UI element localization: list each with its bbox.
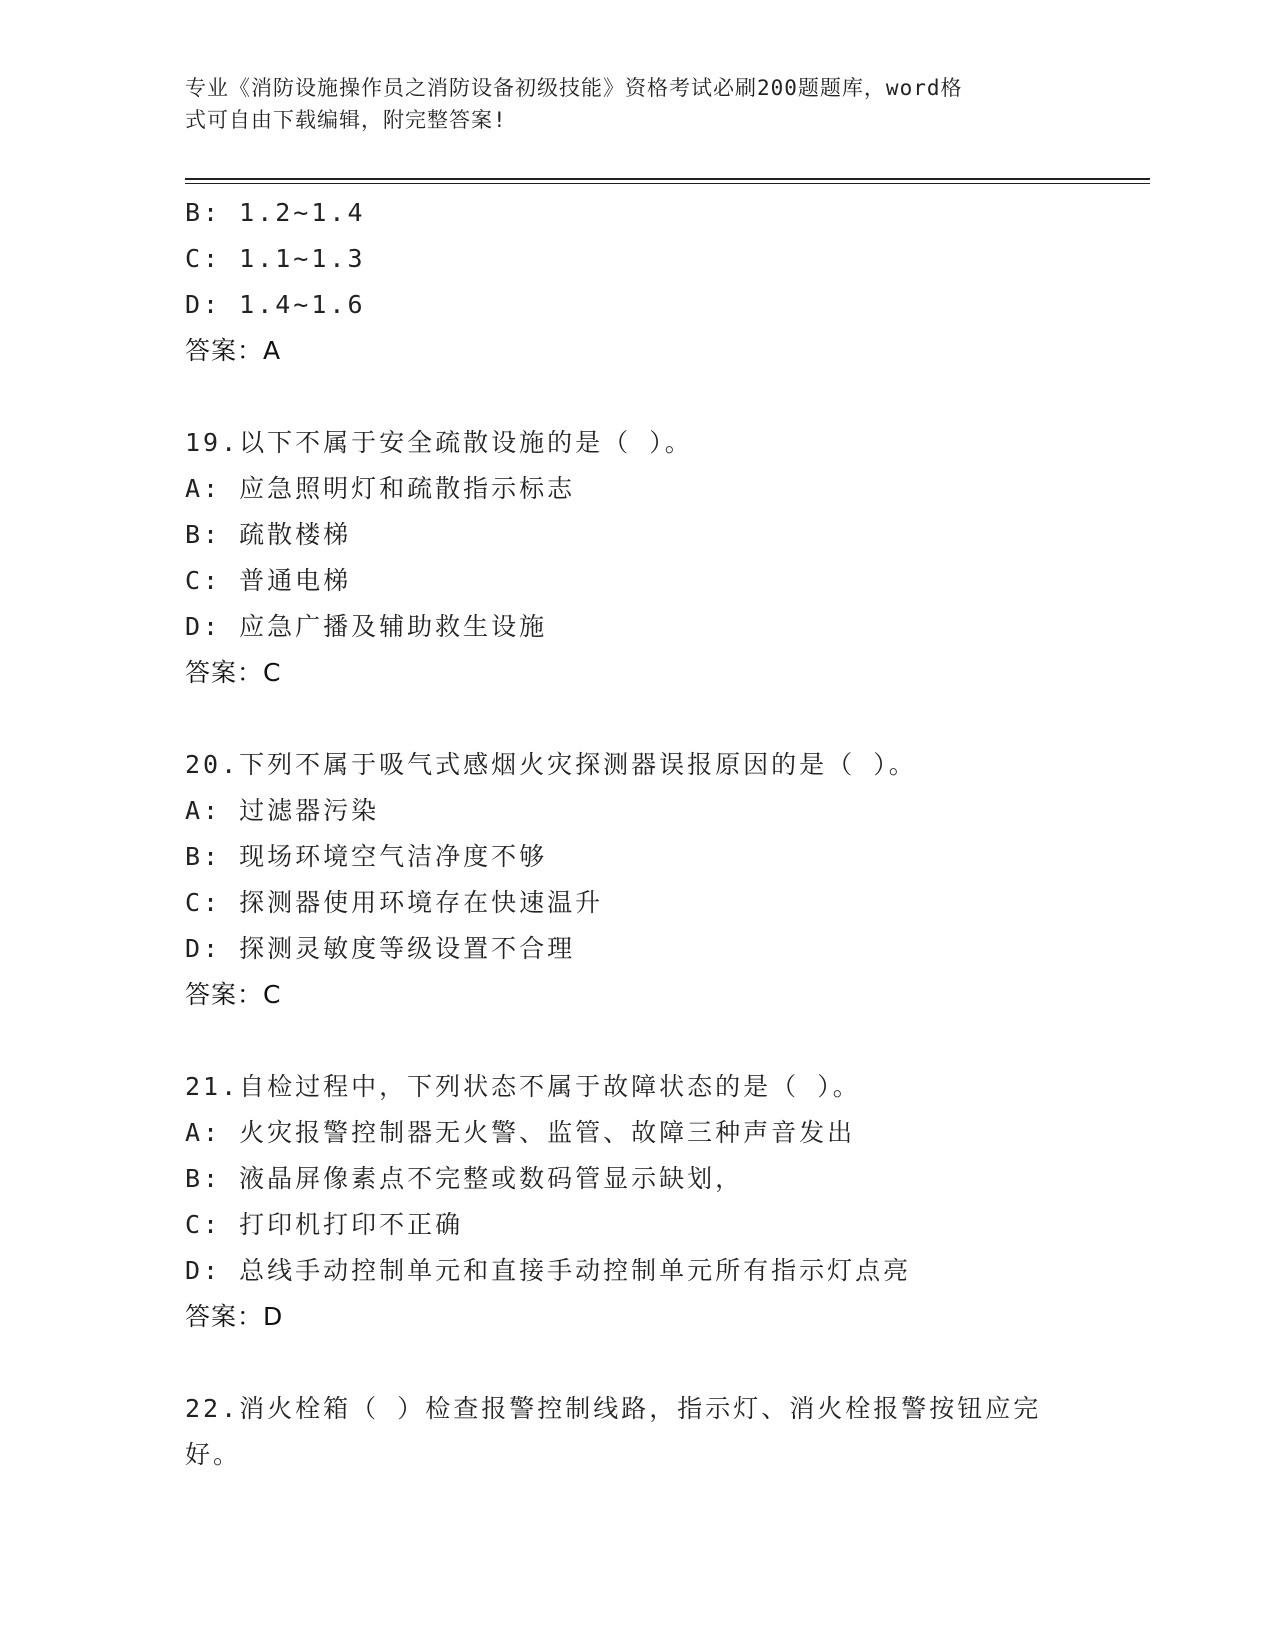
question-20: [185, 742, 1085, 1018]
header-title-line-1: 专业《消防设施操作员之消防设备初级技能》资格考试必刷200题题库，word格: [185, 76, 963, 100]
question-19: [185, 420, 1085, 696]
question-18-tail: [185, 190, 1085, 374]
question-list: [185, 190, 1085, 1478]
spacer: [185, 696, 1085, 742]
option-d: D: 1.4~1.6: [185, 290, 366, 319]
answer: 答案：C: [185, 980, 282, 1009]
question-text: 19.以下不属于安全疏散设施的是（ ）。: [185, 428, 693, 457]
page-header: [185, 72, 1065, 136]
option-a: A: 火灾报警控制器无火警、监管、故障三种声音发出: [185, 1118, 856, 1147]
option-b: B: 疏散楼梯: [185, 520, 352, 549]
option-c: C: 探测器使用环境存在快速温升: [185, 888, 604, 917]
header-divider-thin: [185, 183, 1150, 184]
question-text: 21.自检过程中，下列状态不属于故障状态的是（ ）。: [185, 1072, 861, 1101]
spacer: [185, 1018, 1085, 1064]
question-text: 20.下列不属于吸气式感烟火灾探测器误报原因的是（ ）。: [185, 750, 917, 779]
header-title-line-2: 式可自由下载编辑，附完整答案!: [185, 108, 507, 132]
spacer: [185, 1340, 1085, 1386]
spacer: [185, 374, 1085, 420]
option-c: C: 1.1~1.3: [185, 244, 366, 273]
option-b: B: 1.2~1.4: [185, 198, 366, 227]
question-21: [185, 1064, 1085, 1340]
option-d: D: 总线手动控制单元和直接手动控制单元所有指示灯点亮: [185, 1256, 912, 1285]
option-c: C: 打印机打印不正确: [185, 1210, 464, 1239]
option-d: D: 探测灵敏度等级设置不合理: [185, 934, 576, 963]
answer: 答案：A: [185, 336, 282, 365]
option-d: D: 应急广播及辅助救生设施: [185, 612, 548, 641]
option-a: A: 应急照明灯和疏散指示标志: [185, 474, 576, 503]
question-22: [185, 1386, 1085, 1478]
option-b: B: 液晶屏像素点不完整或数码管显示缺划，: [185, 1164, 744, 1193]
option-a: A: 过滤器污染: [185, 796, 380, 825]
header-divider-thick: [185, 178, 1150, 180]
answer: 答案：C: [185, 658, 282, 687]
question-text-line-1: 22.消火栓箱（ ）检查报警控制线路，指示灯、消火栓报警按钮应完: [185, 1394, 1042, 1423]
question-text-line-2: 好。: [185, 1440, 242, 1469]
answer: 答案：D: [185, 1302, 284, 1331]
option-b: B: 现场环境空气洁净度不够: [185, 842, 548, 871]
option-c: C: 普通电梯: [185, 566, 352, 595]
